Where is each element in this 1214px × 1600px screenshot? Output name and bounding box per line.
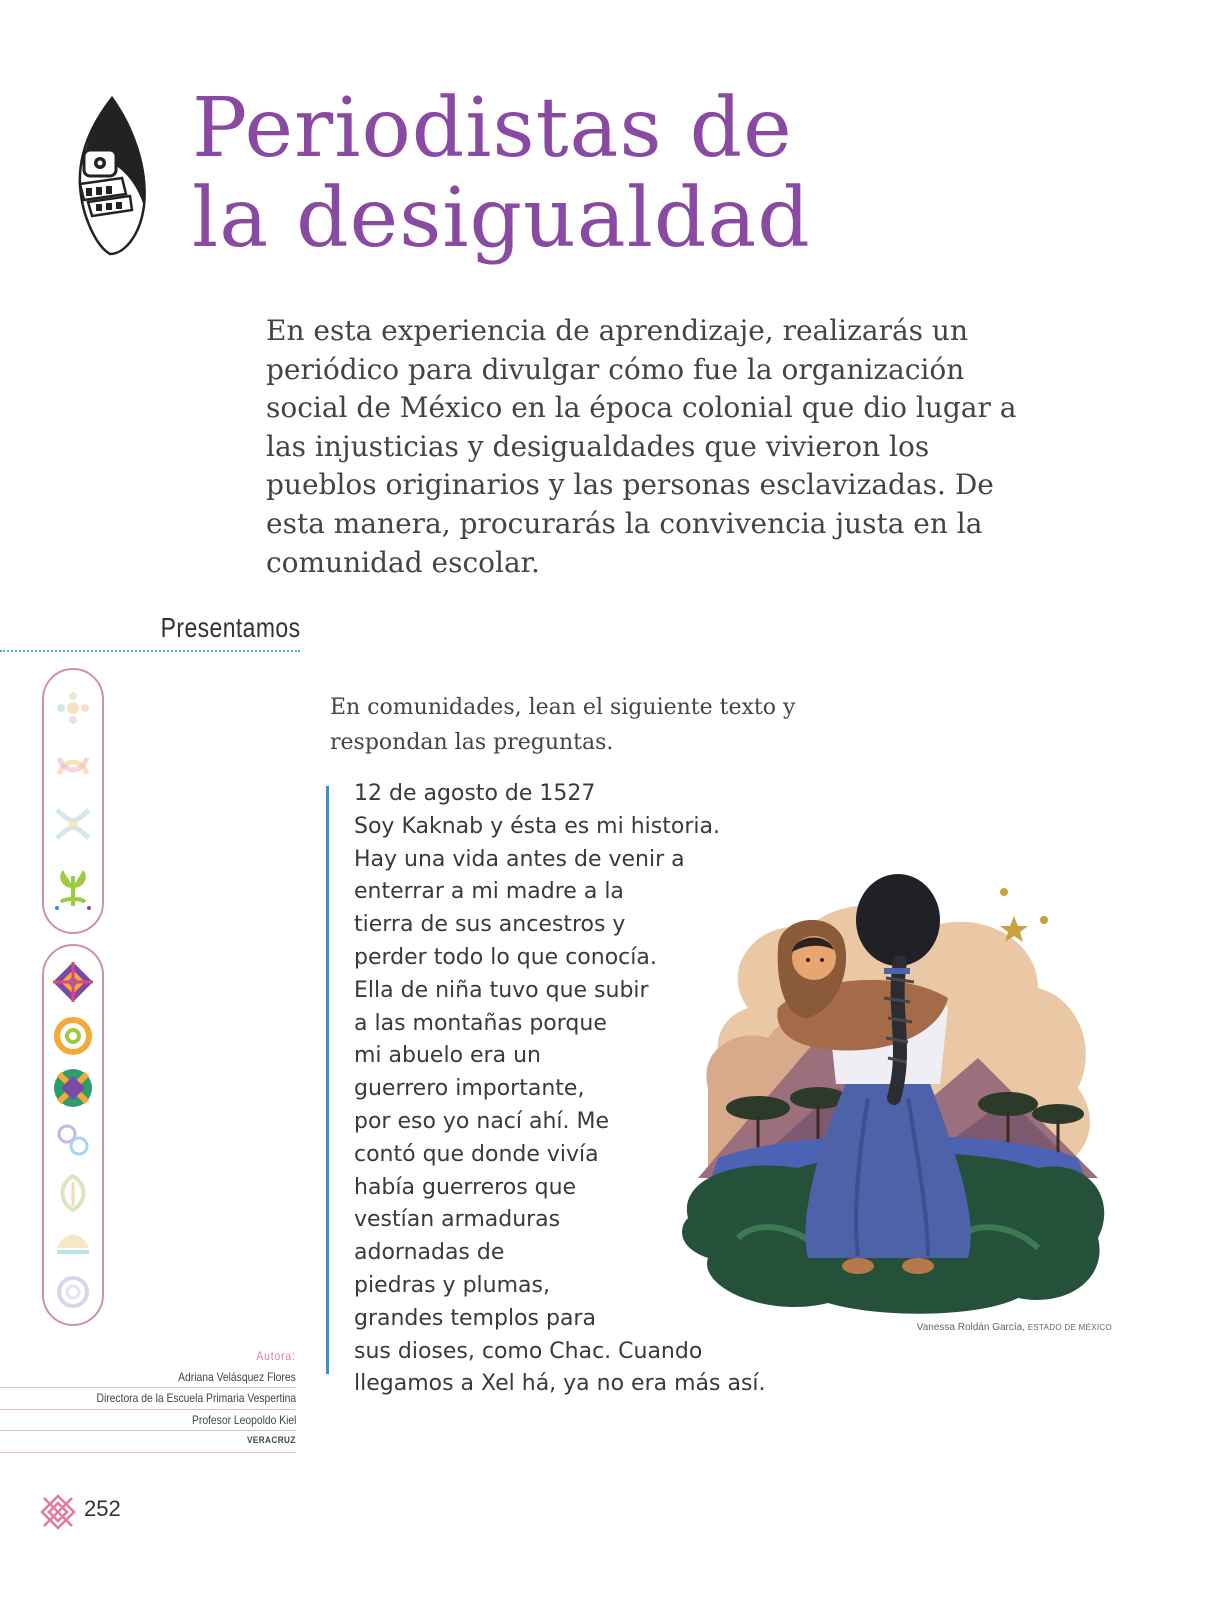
eje-artes-faded-icon xyxy=(51,1270,95,1314)
author-credits xyxy=(0,1346,296,1453)
illustrator-name: Vanessa Roldán García, xyxy=(916,1322,1025,1333)
title-line-1: Periodistas de xyxy=(192,81,793,176)
eje-igualdad-faded-icon xyxy=(51,1118,95,1162)
page-title xyxy=(192,81,811,266)
campo-formativo-active-icon xyxy=(51,862,95,914)
eje-interculturalidad-icon xyxy=(51,1066,95,1110)
woman-carrying-child-illustration xyxy=(678,858,1110,1318)
author-role: Directora de la Escuela Primaria Vespertina xyxy=(96,1391,296,1405)
quote-line: enterrar a mi madre a la xyxy=(354,879,624,905)
section-heading-label: Presentamos xyxy=(160,612,300,643)
campo-formativo-faded-1-icon xyxy=(51,686,95,730)
quote-line: 12 de agosto de 1527 xyxy=(354,781,596,806)
quote-line: vestían armaduras xyxy=(354,1207,561,1233)
campo-formativo-faded-3-icon xyxy=(51,802,95,846)
quote-line: adornadas de xyxy=(354,1240,505,1266)
quote-line: llegamos a Xel há, ya no era más así. xyxy=(354,1371,766,1397)
section-divider xyxy=(0,650,300,652)
quote-line: a las montañas porque xyxy=(354,1010,607,1036)
skull-glyph-icon xyxy=(74,96,150,256)
author-school-row xyxy=(0,1410,296,1432)
quote-line: tierra de sus ancestros y xyxy=(354,912,626,938)
illustrator-state: ESTADO DE MÉXICO xyxy=(1027,1323,1112,1332)
eje-vida-saludable-faded-icon xyxy=(51,1170,95,1214)
author-name-row xyxy=(0,1367,296,1389)
intro-paragraph: En esta experiencia de aprendizaje, realizarás un periódico para divulgar cómo fue la organización social de México en la época colonial que dio lugar a las injusticias y desigualdades que vivieron los pueblos originarios y las personas esclavizadas. De esta manera, procurarás la convivencia justa en la comunidad escolar. xyxy=(266,314,1017,579)
quote-line: piedras y plumas, xyxy=(354,1272,550,1298)
quote-line: grandes templos para xyxy=(354,1305,596,1331)
page-ornament-icon xyxy=(40,1494,76,1530)
author-name: Adriana Velásquez Flores xyxy=(178,1369,296,1384)
quote-line: sus dioses, como Chac. Cuando xyxy=(354,1338,703,1364)
quote-line: guerrero importante, xyxy=(354,1076,585,1102)
eje-lectura-faded-icon xyxy=(51,1222,95,1266)
quote-line: había guerreros que xyxy=(354,1174,577,1200)
campos-formativos-strip xyxy=(42,668,104,934)
author-state: VERACRUZ xyxy=(247,1435,296,1446)
author-school: Profesor Leopoldo Kiel xyxy=(191,1412,296,1427)
ejes-articuladores-strip xyxy=(42,944,104,1326)
quote-line: Soy Kaknab y ésta es mi historia. xyxy=(354,813,720,839)
author-state-row xyxy=(0,1431,296,1453)
quote-accent-bar xyxy=(326,786,329,1374)
title-line-2: la desigualdad xyxy=(192,171,811,266)
section-heading xyxy=(0,612,300,652)
instruction-text: En comunidades, lean el siguiente texto y respondan las preguntas. xyxy=(330,695,796,755)
campo-formativo-faded-2-icon xyxy=(51,744,95,788)
author-label: Autora: xyxy=(256,1349,296,1363)
eje-pensamiento-critico-icon xyxy=(51,1014,95,1058)
quote-line: mi abuelo era un xyxy=(354,1043,541,1069)
quote-line: por eso yo nací ahí. Me xyxy=(354,1108,610,1134)
illustration-credit xyxy=(884,1322,1112,1333)
quote-line: Ella de niña tuvo que subir xyxy=(354,977,649,1003)
quote-line: perder todo lo que conocía. xyxy=(354,944,657,970)
page-number: 252 xyxy=(84,1496,121,1521)
quote-line: contó que donde vivía xyxy=(354,1141,599,1167)
author-role-row xyxy=(0,1388,296,1410)
eje-inclusion-icon xyxy=(51,960,95,1004)
author-label-row xyxy=(0,1346,296,1367)
quote-line: Hay una vida antes de venir a xyxy=(354,846,685,872)
